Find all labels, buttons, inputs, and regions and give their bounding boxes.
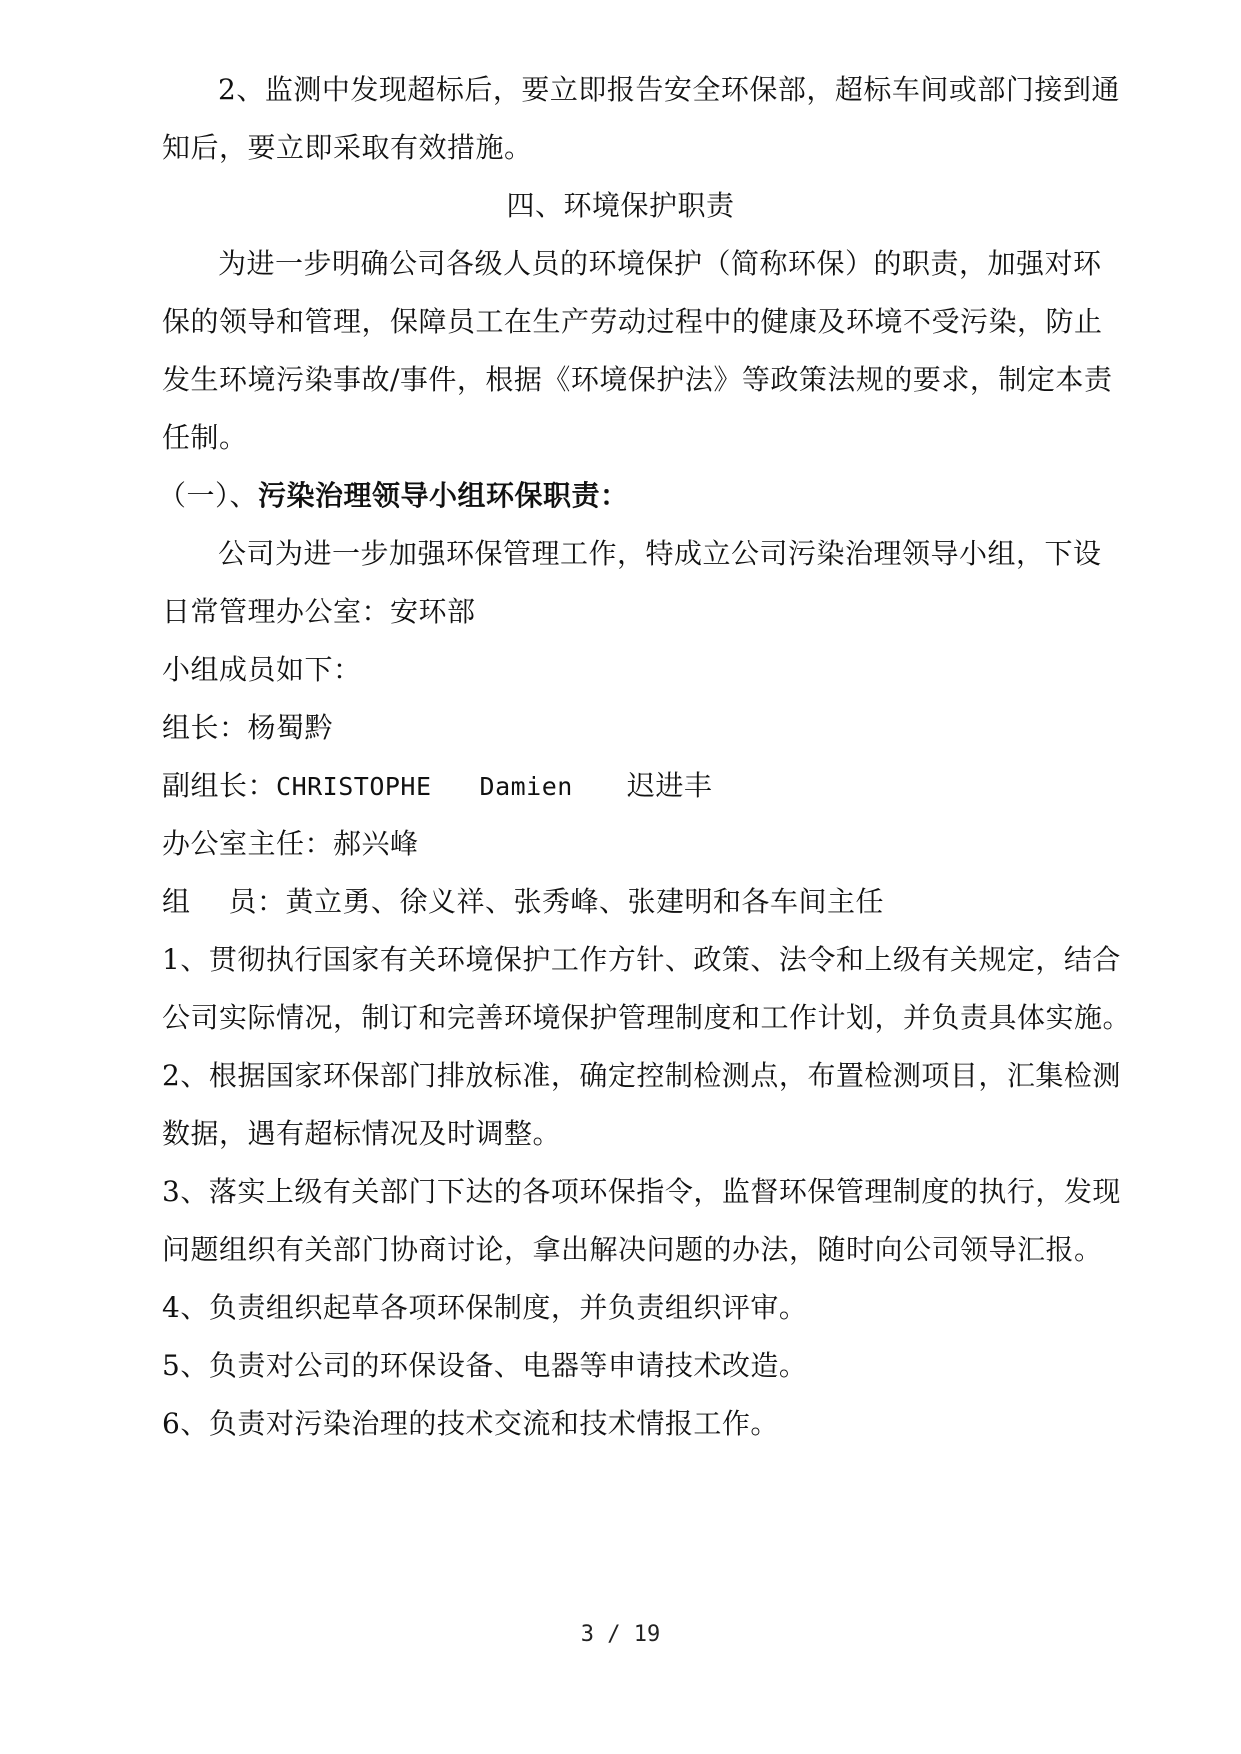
duty-item: 3、落实上级有关部门下达的各项环保指令，监督环保管理制度的执行，发现 — [162, 1175, 1121, 1208]
paragraph-line: 公司为进一步加强环保管理工作，特成立公司污染治理领导小组，下设 — [218, 537, 1102, 570]
duty-item: 问题组织有关部门协商讨论，拿出解决问题的办法，随时向公司领导汇报。 — [162, 1233, 1103, 1266]
subsection-title: 污染治理领导小组环保职责： — [258, 479, 629, 512]
team-leader-line: 组长：杨蜀黔 — [162, 711, 334, 744]
deputy-name-2: Damien — [479, 772, 573, 801]
duty-item: 1、贯彻执行国家有关环境保护工作方针、政策、法令和上级有关规定，结合 — [162, 943, 1121, 976]
subsection-prefix: （一）、 — [158, 479, 259, 512]
paragraph-line: 日常管理办公室：安环部 — [162, 595, 476, 628]
paragraph-line: 为进一步明确公司各级人员的环境保护（简称环保）的职责，加强对环 — [218, 247, 1102, 280]
duty-item: 数据，遇有超标情况及时调整。 — [162, 1117, 562, 1150]
subsection-heading — [158, 478, 1118, 514]
page-number: 3 / 19 — [580, 1622, 661, 1647]
deputy-name-3: 迟进丰 — [626, 769, 713, 802]
members-names: 黄立勇、徐义祥、张秀峰、张建明和各车间主任 — [285, 885, 885, 918]
paragraph-line: 保的领导和管理，保障员工在生产劳动过程中的健康及环境不受污染，防止 — [162, 305, 1103, 338]
paragraph-line: 小组成员如下： — [162, 653, 362, 686]
members-line — [162, 884, 1122, 920]
deputy-leader-line — [162, 768, 1122, 805]
members-label-b: 员： — [228, 885, 286, 918]
office-director-line: 办公室主任：郝兴峰 — [162, 827, 419, 860]
paragraph-line: 2、监测中发现超标后，要立即报告安全环保部，超标车间或部门接到通 — [218, 73, 1120, 106]
paragraph-line: 知后，要立即采取有效措施。 — [162, 131, 533, 164]
duty-item: 公司实际情况，制订和完善环境保护管理制度和工作计划，并负责具体实施。 — [162, 1001, 1132, 1034]
duty-item: 2、根据国家环保部门排放标准，确定控制检测点，布置检测项目，汇集检测 — [162, 1059, 1121, 1092]
duty-item: 6、负责对污染治理的技术交流和技术情报工作。 — [162, 1407, 779, 1440]
duty-item: 4、负责组织起草各项环保制度，并负责组织评审。 — [162, 1291, 808, 1324]
section-heading: 四、环境保护职责 — [506, 189, 735, 222]
deputy-label: 副组长： — [162, 769, 277, 802]
members-label-a: 组 — [162, 885, 191, 918]
duty-item: 5、负责对公司的环保设备、电器等申请技术改造。 — [162, 1349, 808, 1382]
deputy-name-1: CHRISTOPHE — [276, 772, 432, 801]
paragraph-line: 发生环境污染事故/事件，根据《环境保护法》等政策法规的要求，制定本责 — [162, 363, 1113, 396]
paragraph-line: 任制。 — [162, 421, 248, 454]
